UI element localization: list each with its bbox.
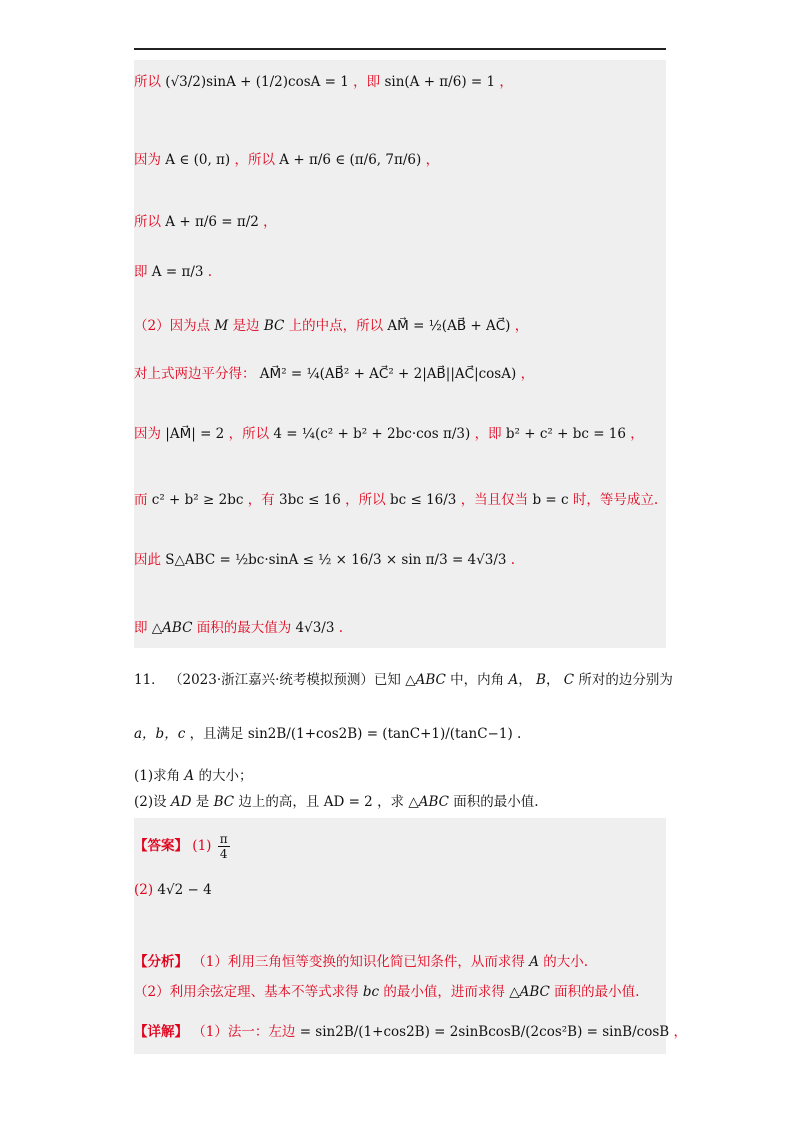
text: 边上的高，且 (238, 794, 320, 810)
text: 是边 (232, 318, 260, 334)
solution-line-2 (134, 150, 439, 170)
variable: AD (170, 794, 192, 810)
variable: △ABC (509, 984, 550, 1000)
answer-tag: 【答案】 (134, 838, 188, 854)
equation: AM⃗² = ¼(AB⃗² + AC⃗² + 2|AB⃗||AC⃗|cosA) (259, 366, 517, 382)
equation: = sin2B/(1+cos2B) = 2sinBcosB/(2cos²B) = sinB/cosB (299, 1024, 670, 1040)
text: ，有 (247, 492, 275, 508)
text: 面积的最小值. (554, 984, 640, 1000)
text: 面积的最小值. (453, 794, 539, 810)
equation: sin(A + π/6) = 1 (384, 74, 496, 90)
text: ， (673, 1024, 687, 1040)
answer-part-2 (134, 880, 212, 900)
text: (2) (134, 882, 154, 898)
text: （2）因为点 (134, 318, 211, 334)
equation: A + π/6 = π/2 (165, 214, 259, 230)
header-rule (134, 48, 666, 50)
text: ，即 (353, 74, 381, 90)
variable: bc (362, 984, 380, 1000)
solution-line-10 (134, 618, 343, 638)
text: ，当且仅当 (460, 492, 529, 508)
equation: b² + c² + bc = 16 (505, 426, 626, 442)
text: 所对的边分别为 (578, 672, 673, 688)
solution-line-3 (134, 212, 277, 232)
text: ， (263, 214, 277, 230)
analysis-line-2 (134, 982, 639, 1002)
solution-line-6 (134, 364, 534, 384)
text: 的最小值，进而求得 (383, 984, 505, 1000)
numerator: π (219, 832, 228, 846)
solution-line-7 (134, 424, 644, 444)
variable: BC (263, 318, 285, 334)
text: ，且满足 (189, 726, 244, 742)
variable: M (214, 318, 229, 334)
text: ，所以 (345, 492, 386, 508)
analysis-tag: 【分析】 (134, 954, 188, 970)
text: 而 (134, 492, 148, 508)
analysis-line-1 (134, 952, 588, 972)
text: ，所以 (228, 426, 270, 442)
text: 所以 (134, 74, 161, 90)
variable: C (563, 672, 575, 688)
solution-line-4 (134, 262, 212, 282)
text: ， (518, 672, 532, 688)
text: （2023·浙江嘉兴·统考模拟预测）已知 (168, 672, 401, 688)
question-number: 11． (134, 672, 165, 688)
question-stem (134, 670, 673, 690)
equation: |AM⃗| = 2 (165, 426, 225, 442)
text: ， (499, 74, 513, 90)
equation: bc ≤ 16/3 (389, 492, 457, 508)
equation: 4√2 − 4 (157, 882, 212, 898)
solution-line-9 (134, 550, 515, 570)
answer-fraction (218, 832, 230, 861)
text: ，所以 (234, 152, 275, 168)
text: 因此 (134, 552, 161, 568)
equation: (√3/2)sinA + (1/2)cosA = 1 (165, 74, 349, 90)
text: . (517, 726, 522, 742)
equation: b = c (532, 492, 569, 508)
variable: A (529, 954, 539, 970)
detail-line-1 (134, 1022, 687, 1042)
equation: A ∈ (0, π) (165, 152, 231, 168)
text: 中，内角 (450, 672, 505, 688)
variable: a，b，c (134, 726, 186, 742)
question-condition (134, 724, 521, 744)
text: ， (425, 152, 440, 168)
text: 因为 (134, 152, 161, 168)
denominator: 4 (219, 847, 228, 861)
answer-part-1 (134, 832, 232, 861)
text: （2）利用余弦定理、基本不等式求得 (134, 984, 359, 1000)
text: 即 (134, 264, 148, 280)
text: (2)设 (134, 794, 167, 810)
equation: 4√3/3 (295, 620, 335, 636)
variable: BC (213, 794, 235, 810)
text: 的大小. (543, 954, 589, 970)
text: ，即 (474, 426, 502, 442)
variable: A (184, 768, 195, 784)
equation: sin2B/(1+cos2B) = (tanC+1)/(tanC−1) (247, 726, 513, 742)
detail-tag: 【详解】 (134, 1024, 188, 1040)
text: （1）法一：左边 (192, 1024, 296, 1040)
equation: A + π/6 ∈ (π/6, 7π/6) (279, 152, 422, 168)
text: 上的中点，所以 (288, 318, 384, 334)
text: ， (514, 318, 529, 334)
text: 即 (134, 620, 148, 636)
question-part-1 (134, 766, 252, 786)
solution-line-5 (134, 316, 528, 336)
equation: AM⃗ = ½(AB⃗ + AC⃗) (387, 318, 511, 334)
text: . (510, 552, 516, 568)
variable: △ABC (151, 620, 193, 636)
text: ， (520, 366, 535, 382)
text: . (207, 264, 213, 280)
text: （1）利用三角恒等变换的知识化简已知条件，从而求得 (192, 954, 525, 970)
text: . (338, 620, 344, 636)
text: (1) (192, 838, 212, 854)
text: 是 (195, 794, 210, 810)
solution-line-1 (134, 72, 513, 92)
text: ， (545, 672, 560, 688)
equation: c² + b² ≥ 2bc (151, 492, 244, 508)
text: 所以 (134, 214, 161, 230)
question-part-2 (134, 792, 539, 812)
text: ，求 (377, 794, 405, 810)
equation: 3bc ≤ 16 (279, 492, 341, 508)
text: 面积的最大值为 (196, 620, 292, 636)
text: 对上式两边平分得： (134, 366, 256, 382)
equation: A = π/3 (151, 264, 204, 280)
variable: A (508, 672, 519, 688)
equation: AD = 2 (323, 794, 373, 810)
text: 时，等号成立. (572, 492, 659, 508)
text: 因为 (134, 426, 161, 442)
variable: △ABC (408, 794, 449, 810)
text: (1)求角 (134, 768, 181, 784)
equation: S△ABC = ½bc·sinA ≤ ½ × 16/3 × sin π/3 = 4√3/3 (165, 552, 507, 568)
variable: △ABC (405, 672, 446, 688)
text: 的大小； (198, 768, 253, 784)
text: ， (630, 426, 644, 442)
solution-line-8 (134, 490, 658, 510)
equation: 4 = ¼(c² + b² + 2bc·cos π/3) (273, 426, 471, 442)
variable: B (536, 672, 546, 688)
